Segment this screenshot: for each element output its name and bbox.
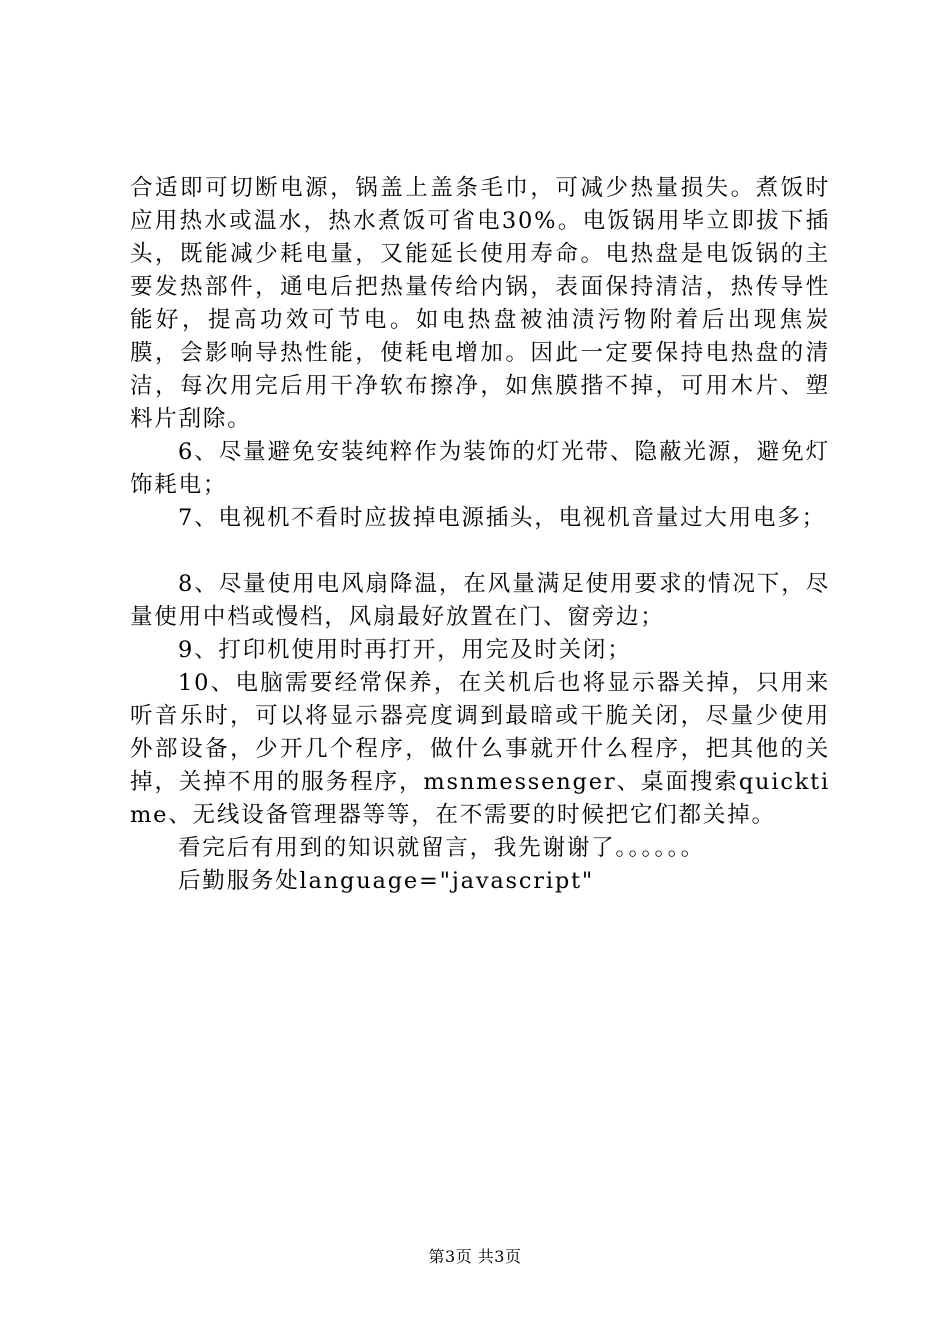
paragraph-item-8: 8、尽量使用电风扇降温，在风量满足使用要求的情况下，尽量使用中档或慢档，风扇最好放置在门、窗旁边；	[130, 571, 830, 630]
paragraph-rice-cooker: 合适即可切断电源，锅盖上盖条毛巾，可减少热量损失。煮饭时应用热水或温水，热水煮饭可省电30%。电饭锅用毕立即拔下插头，既能减少耗电量，又能延长使用寿命。电热盘是电饭锅的主要发热部件，通电后把热量传给内锅，表面保持清洁，热传导性能好，提高功效可节电。如电热盘被油渍污物附着后出现焦炭膜，会影响导热性能，使耗电增加。因此一定要保持电热盘的清洁，每次用完后用干净软布擦净，如焦膜揩不掉，可用木片、塑料片刮除。	[130, 175, 830, 432]
paragraph-item-9: 9、打印机使用时再打开，用完及时关闭；	[178, 637, 632, 663]
paragraph-signature: 后勤服务处language="javascript"	[178, 868, 595, 894]
page-number-footer: 第3页 共3页	[428, 1247, 522, 1266]
document-body	[130, 172, 830, 898]
paragraph-item-10: 10、电脑需要经常保养，在关机后也将显示器关掉，只用来听音乐时，可以将显示器亮度调到最暗或干脆关闭，尽量少使用外部设备，少开几个程序，做什么事就开什么程序，把其他的关掉，关掉不用的服务程序，msnmessenger、桌面搜索quicktime、无线设备管理器等等，在不需要的时候把它们都关掉。	[130, 670, 830, 828]
paragraph-item-6: 6、尽量避免安装纯粹作为装饰的灯光带、隐蔽光源，避免灯饰耗电；	[130, 439, 830, 498]
paragraph-item-7: 7、电视机不看时应拔掉电源插头，电视机音量过大用电多；	[178, 505, 826, 531]
paragraph-thanks: 看完后有用到的知识就留言，我先谢谢了。。。。。。	[178, 835, 705, 861]
